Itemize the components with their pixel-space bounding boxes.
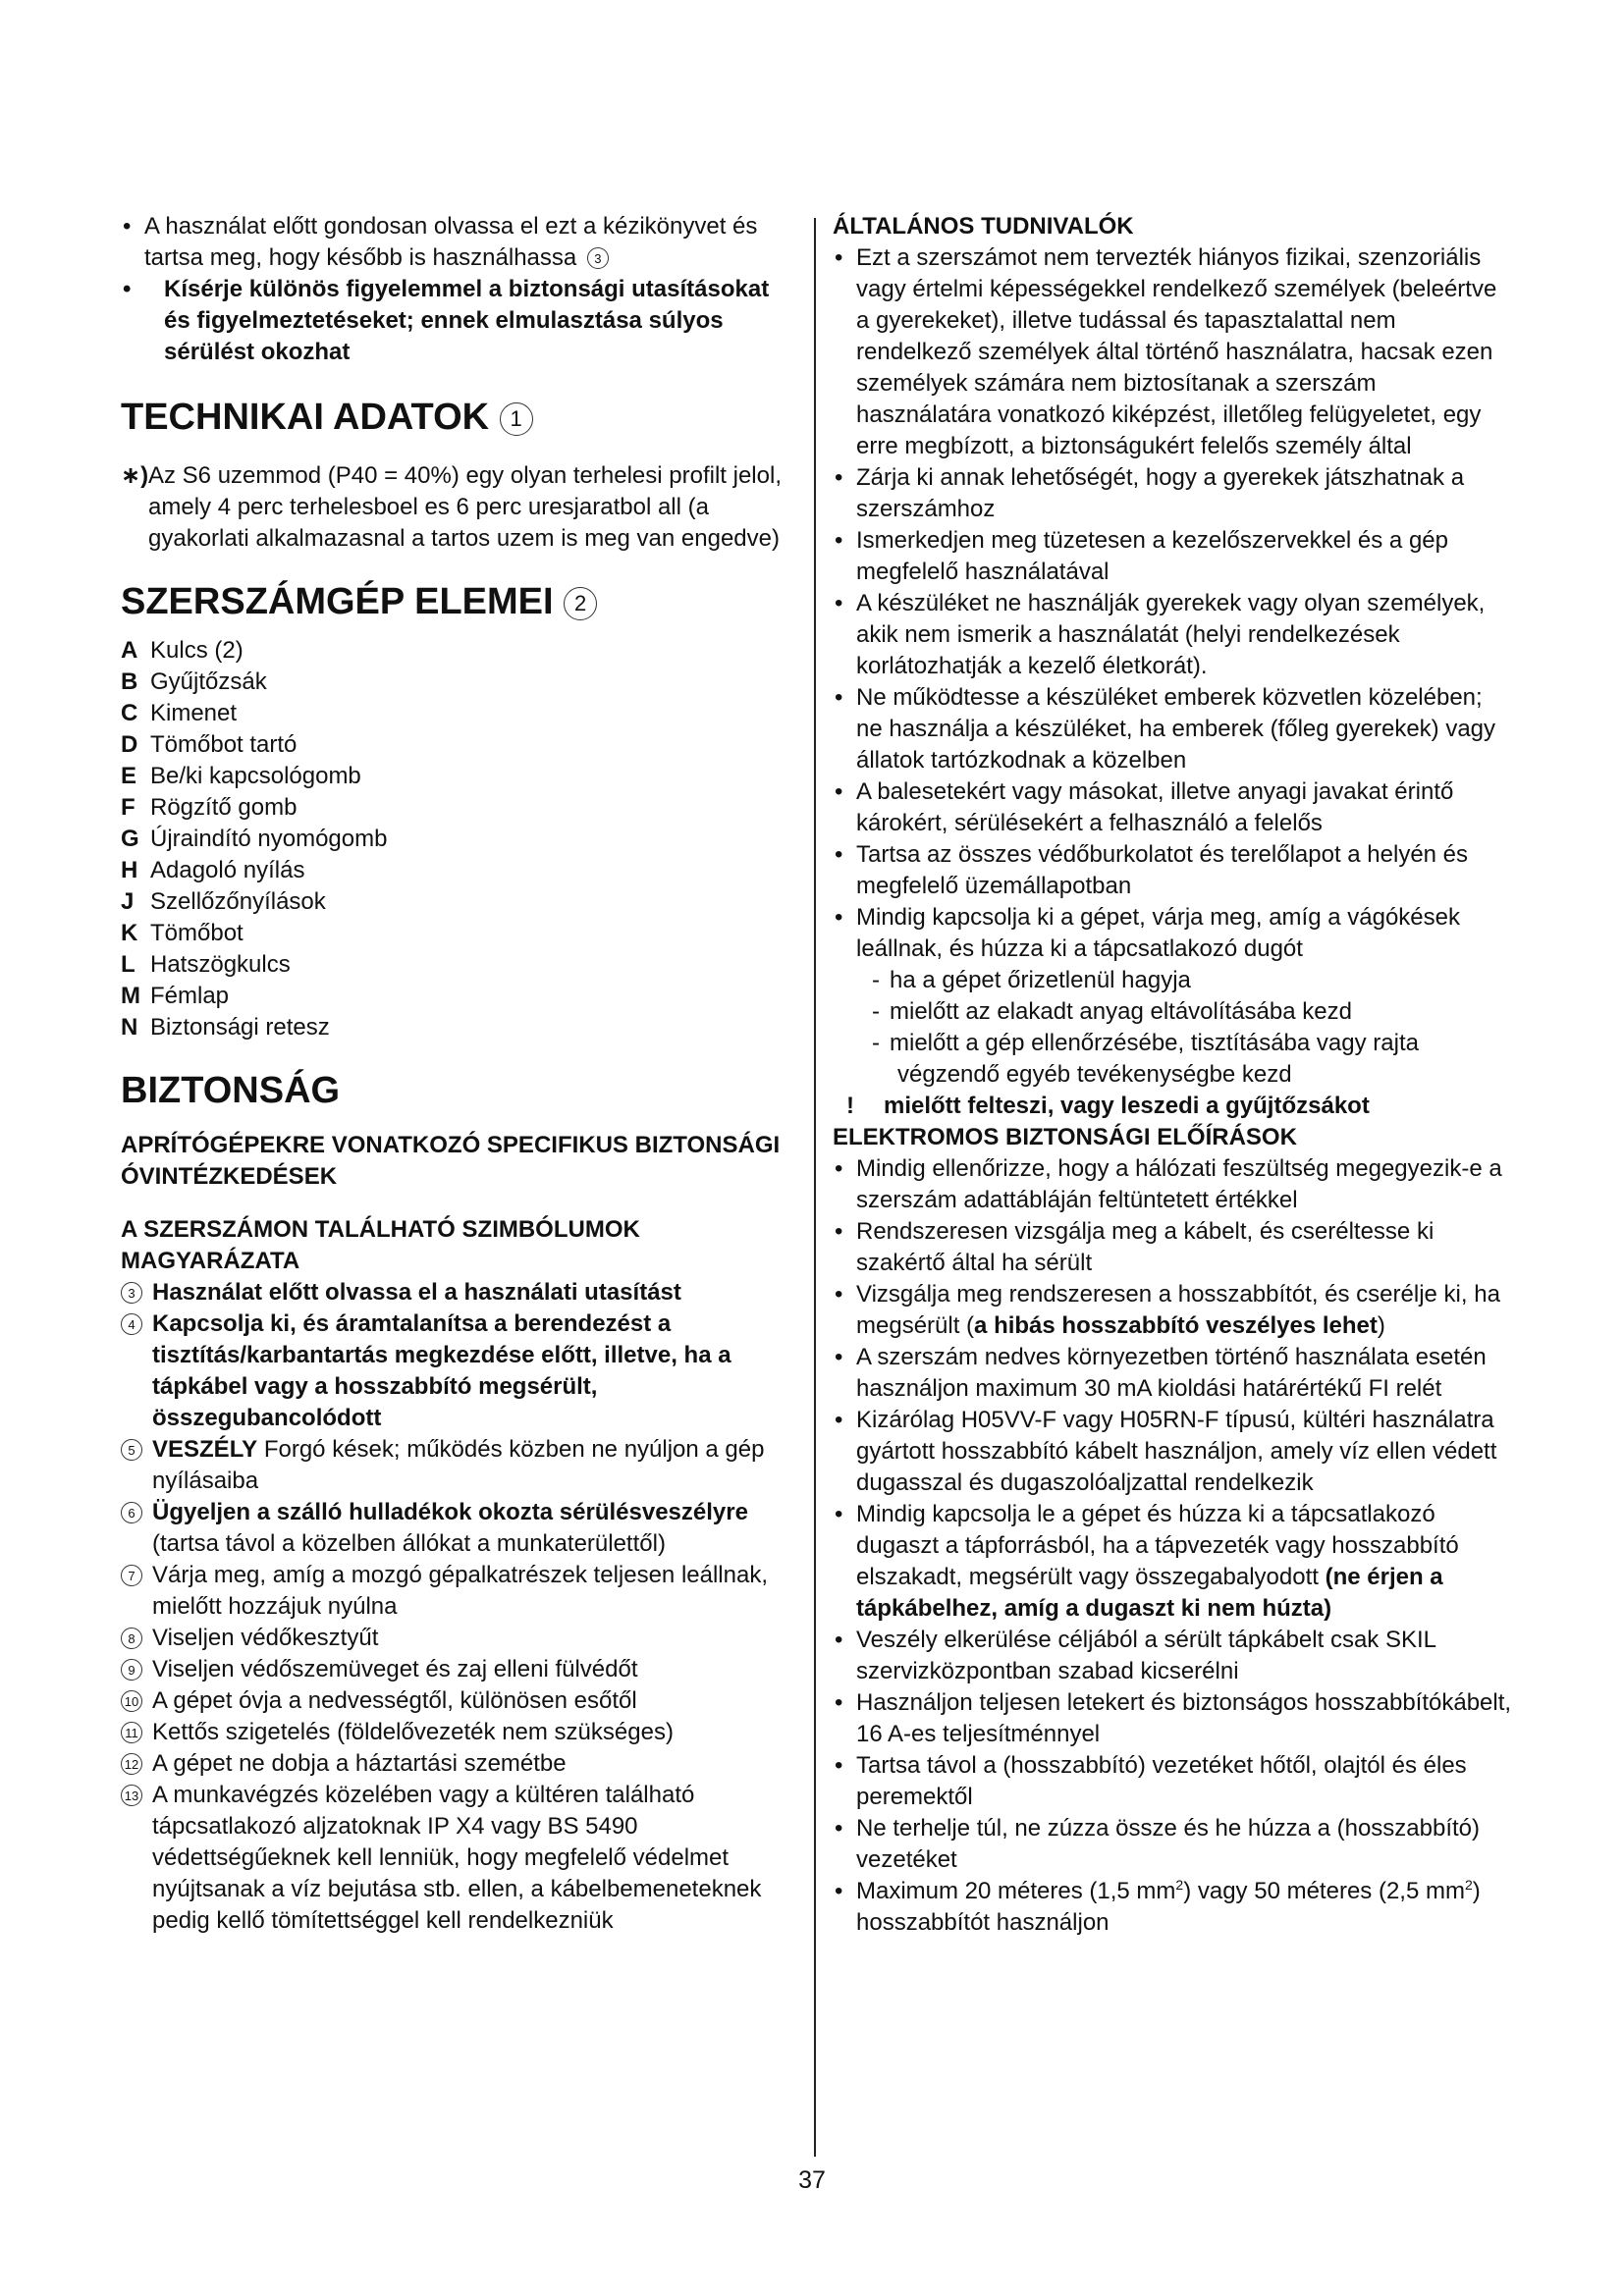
- general-item: • A balesetekért vagy másokat, illetve anyagi javakat érintő károkért, sérülésekért a felhasználó a felelős: [833, 776, 1515, 839]
- electric-item: • A szerszám nedves környezetben történő használata esetén használjon maximum 30 mA kioldási határértékű FI relét: [833, 1342, 1515, 1405]
- part-item: G Újraindító nyomógomb: [121, 826, 388, 852]
- specific-heading: APRÍTÓGÉPEKRE VONATKOZÓ SPECIFIKUS BIZTONSÁGI ÓVINTÉZKEDÉSEK: [121, 1132, 781, 1190]
- general-item: • Ne működtesse a készüléket emberek közvetlen közelében; ne használja a készüléket, ha emberek (főleg gyerekek) vagy állatok tartózkodnak a közelben: [833, 682, 1515, 776]
- symbol-list: [121, 1277, 798, 1937]
- symbol-number-icon: 6: [121, 1502, 142, 1523]
- general-item: • A készüléket ne használják gyerekek vagy olyan személyek, akik nem ismerik a használatát (helyi rendelkezések korlátozhatják a kezelő életkorát).: [833, 588, 1515, 682]
- tech-heading: TECHNIKAI ADATOK 1: [121, 396, 798, 439]
- electric-item: • Használjon teljesen letekert és biztonságos hosszabbítókábelt, 16 A-es teljesítménnyel: [833, 1687, 1515, 1750]
- intro-item: [121, 211, 798, 274]
- electric-item: • Kizárólag H05VV-F vagy H05RN-F típusú, kültéri használatra gyártott hosszabbító kábelt használjon, amely víz ellen védett dugasszal és dugaszolóaljzattal rendelkezik: [833, 1405, 1515, 1499]
- symbol-number-icon: 4: [121, 1313, 142, 1335]
- symbol-item: 11 Kettős szigetelés (földelővezeték nem szükséges): [121, 1717, 798, 1748]
- general-item: • Zárja ki annak lehetőségét, hogy a gyerekek játszhatnak a szerszámhoz: [833, 462, 1515, 525]
- electric-item: • Tartsa távol a (hosszabbító) vezetéket hőtől, olajtól és éles peremektől: [833, 1750, 1515, 1813]
- symbol-item: 8 Viseljen védőkesztyűt: [121, 1623, 798, 1654]
- parts-heading: SZERSZÁMGÉP ELEMEI 2: [121, 580, 798, 623]
- asterisk-marker: ∗): [121, 462, 149, 489]
- symbol-number-icon: 1: [500, 402, 533, 436]
- parts-list: [121, 635, 798, 1043]
- symbol-item: 12 A gépet ne dobja a háztartási szemétbe: [121, 1748, 798, 1780]
- symbols-heading: A SZERSZÁMON TALÁLHATÓ SZIMBÓLUMOK MAGYARÁZATA: [121, 1216, 640, 1274]
- electric-heading: ELEKTROMOS BIZTONSÁGI ELŐÍRÁSOK: [833, 1124, 1297, 1150]
- page-number: 37: [798, 2166, 826, 2194]
- sub-item: - mielőtt a gép ellenőrzésébe, tisztításába vagy rajta: [833, 1028, 1515, 1059]
- part-item: N Biztonsági retesz: [121, 1014, 330, 1041]
- sub-item: - ha a gépet őrizetlenül hagyja: [833, 965, 1515, 996]
- general-heading: ÁLTALÁNOS TUDNIVALÓK: [833, 213, 1134, 240]
- symbol-number-icon: 5: [121, 1439, 142, 1461]
- electric-item: • Mindig ellenőrizze, hogy a hálózati feszültség megegyezik-e a szerszám adattábláján feltüntetett értékkel: [833, 1153, 1515, 1216]
- symbol-item: 13 A munkavégzés közelében vagy a kültéren található tápcsatlakozó aljzatoknak IP X4 vagy BS 5490 védettségűeknek kell lenniük, hogy megfelelő védelmet nyújtsanak a víz bejutása stb. ellen, a kábelbemeneteknek pedig kellő tömítettséggel kell rendelkezniük: [121, 1780, 798, 1937]
- warning-line: [833, 1091, 1515, 1122]
- left-column: [121, 211, 798, 1937]
- part-item: M Fémlap: [121, 983, 230, 1009]
- symbol-number-icon: 10: [121, 1690, 142, 1712]
- symbol-item: 7 Várja meg, amíg a mozgó gépalkatrészek teljesen leállnak, mielőtt hozzájuk nyúlna: [121, 1560, 798, 1623]
- part-item: E Be/ki kapcsológomb: [121, 763, 361, 789]
- part-item: C Kimenet: [121, 700, 238, 726]
- symbol-number-icon: 7: [121, 1565, 142, 1586]
- electric-item: • Veszély elkerülése céljából a sérült tápkábelt csak SKIL szervizközpontban szabad kicserélni: [833, 1625, 1515, 1687]
- sub-item: - mielőtt az elakadt anyag eltávolításába kezd: [833, 996, 1515, 1028]
- symbol-number-icon: 3: [587, 247, 609, 269]
- part-item: L Hatszögkulcs: [121, 951, 291, 978]
- electric-list: [833, 1153, 1515, 1939]
- symbol-item: 6 Ügyeljen a szálló hulladékok okozta sérülésveszélyre (tartsa távol a közelben állókat a munkaterülettől): [121, 1497, 798, 1560]
- symbol-number-icon: 9: [121, 1659, 142, 1681]
- general-item: • Tartsa az összes védőburkolatot és terelőlapot a helyén és megfelelő üzemállapotban: [833, 839, 1515, 902]
- intro-list: [121, 211, 798, 368]
- part-item: J Szellőzőnyílások: [121, 888, 326, 915]
- part-item: F Rögzítő gomb: [121, 794, 298, 821]
- symbol-number-icon: 11: [121, 1722, 142, 1743]
- symbol-item: 3 Használat előtt olvassa el a használati utasítást: [121, 1277, 798, 1308]
- symbol-number-icon: 8: [121, 1628, 142, 1649]
- symbol-number-icon: 2: [564, 587, 597, 620]
- right-column: [833, 211, 1515, 1939]
- exclamation-icon: !: [846, 1093, 854, 1119]
- symbol-item: 10 A gépet óvja a nedvességtől, különösen esőtől: [121, 1685, 798, 1717]
- electric-item: • Maximum 20 méteres (1,5 $mm^2$) vagy 50 méteres (2,5 $mm^2$) hosszabbítót használjon: [833, 1876, 1515, 1939]
- symbol-number-icon: 12: [121, 1753, 142, 1775]
- tech-note-text: Az S6 uzemmod (P40 = 40%) egy olyan terhelesi profilt jelol, amely 4 perc terhelesboel es 6 perc uresjaratbol all (a gyakorlati alkalmazasnal a tartos uzem is meg van engedve): [148, 462, 782, 552]
- tech-note: [121, 460, 798, 555]
- intro-text: A használat előtt gondosan olvassa el ezt a kézikönyvet és tartsa meg, hogy később is használhassa: [144, 213, 758, 271]
- general-list: [833, 242, 1515, 965]
- electric-item: • Ne terhelje túl, ne zúzza össze és he húzza a (hosszabbító) vezetéket: [833, 1813, 1515, 1876]
- column-divider: [814, 218, 816, 2157]
- safety-heading: BIZTONSÁG: [121, 1070, 341, 1111]
- symbol-number-icon: 13: [121, 1785, 142, 1806]
- warning-text: mielőtt felteszi, vagy leszedi a gyűjtőzsákot: [884, 1093, 1370, 1119]
- symbol-item: 4 Kapcsolja ki, és áramtalanítsa a berendezést a tisztítás/karbantartás megkezdése előtt, illetve, ha a tápkábel vagy a hosszabbító megsérült, összegubancolódott: [121, 1308, 798, 1434]
- part-item: B Gyűjtőzsák: [121, 668, 267, 695]
- symbol-item: 9 Viseljen védőszemüveget és zaj elleni fülvédőt: [121, 1654, 798, 1685]
- part-item: D Tömőbot tartó: [121, 731, 298, 758]
- electric-item: • Vizsgálja meg rendszeresen a hosszabbítót, és cserélje ki, ha megsérült (a hibás hosszabbító veszélyes lehet): [833, 1279, 1515, 1342]
- electric-item: • Rendszeresen vizsgálja meg a kábelt, és cseréltesse ki szakértő által ha sérült: [833, 1216, 1515, 1279]
- general-item: • Ezt a szerszámot nem tervezték hiányos fizikai, szenzoriális vagy értelmi képességekkel rendelkező személyek (beleértve a gyerekeket), illetve tudással és tapasztalattal nem rendelkező személyek által történő használatra, hacsak ezen személyek számára nem biztosítanak a szerszám használatára vonatkozó kiképzést, illetőleg felügyeletet, egy erre megbízott, a biztonságukért felelős személy által: [833, 242, 1515, 462]
- electric-item: • Mindig kapcsolja le a gépet és húzza ki a tápcsatlakozó dugaszt a tápforrásból, ha a tápvezeték vagy hosszabbító elszakadt, megsérült vagy összegabalyodott (ne érjen a tápkábelhez, amíg a dugaszt ki nem húzta): [833, 1499, 1515, 1625]
- intro-warning-text: Kísérje különös figyelemmel a biztonsági utasításokat és figyelmeztetéseket; ennek elmulasztása súlyos sérülést okozhat: [164, 276, 770, 365]
- part-item: A Kulcs (2): [121, 637, 244, 664]
- symbol-number-icon: 3: [121, 1282, 142, 1304]
- part-item: K Tömőbot: [121, 920, 244, 946]
- symbol-item: 5 VESZÉLY Forgó kések; működés közben ne nyúljon a gép nyílásaiba: [121, 1434, 798, 1497]
- sub-item-continuation: végzendő egyéb tevékenységbe kezd: [897, 1061, 1292, 1088]
- intro-item: [121, 274, 798, 368]
- part-item: H Adagoló nyílás: [121, 857, 305, 883]
- general-item: • Mindig kapcsolja ki a gépet, várja meg, amíg a vágókések leállnak, és húzza ki a tápcsatlakozó dugót: [833, 902, 1515, 965]
- general-item: • Ismerkedjen meg tüzetesen a kezelőszervekkel és a gép megfelelő használatával: [833, 525, 1515, 588]
